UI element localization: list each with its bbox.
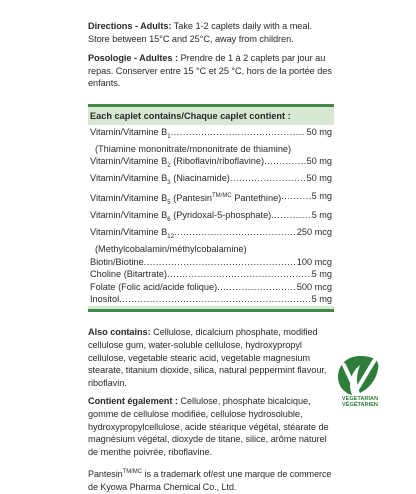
panel-heading: Each caplet contains/Chaque caplet contient : [90,110,291,121]
trademark-sup: TM/MC [122,469,143,476]
ingredient-row [90,268,332,280]
ingredient-name: Biotin/Biotine [90,256,144,267]
posologie-text: Prendre de 1 à 2 caplets par jour au repas. Conserver entre 15 °C et 25 °C, hors de la portée des enfants. [88,53,332,89]
ingredient-amount: 500 mcg [296,281,332,292]
ingredient-amount: 5 mg [311,209,332,220]
leader-dots [264,155,306,172]
ingredient-note: (Thiamine mononitrate/mononitrate de thiamine) [95,143,292,154]
ingredient-row [90,293,332,305]
ingredient-name: Vitamin/Vitamine $B_{12}$ [90,227,174,241]
ingredient-row [90,126,332,143]
contient-text: Cellulose, phosphate bicalcique, gomme de cellulose modifiée, cellulose hydrosoluble, hydroxypropylcellulose, acide stéarique végétal, stéarate de magnésium végétal, dioxyde de titane, silice, arôme naturel de menthe poivrée, riboflavine. [88,396,329,457]
ingredient-list [88,125,334,307]
also-contains-paragraph [88,326,334,389]
ingredient-note: (Methylcobalamin/méthylcobalamine) [95,244,247,255]
ingredient-name: Vitamin/Vitamine $B_6$ (Pyridoxal-5-phosphate) [90,209,272,223]
trademark-note [88,466,334,493]
label-text [88,0,334,494]
ingredient-name: Choline (Bitartrate) [90,269,168,280]
leader-dots [167,268,311,280]
directions-text: Take 1-2 caplets daily with a meal. Store between 15°C and 25°C, away from children. [88,21,312,44]
ingredient-row [90,155,332,172]
leader-dots [174,226,297,243]
ingredient-row [90,226,332,243]
ingredient-amount: 100 mcg [296,256,332,267]
ingredient-row [90,256,332,268]
ingredient-row [90,209,332,226]
leader-dots [217,281,297,293]
ingredient-name: Inositol [90,294,120,305]
ingredient-name: Vitamin/Vitamine $B_5$ (Pantesin$^{TM/MC}$ Pantethine) [90,192,282,206]
leader-dots [281,190,311,209]
ingredient-name: Vitamin/Vitamine $B_1$ [90,126,171,140]
leader-dots [230,172,307,189]
leader-dots [119,293,311,305]
posologie-label: Posologie - Adultes : [88,53,178,64]
ingredient-amount: 50 mg [306,173,332,184]
ingredient-row [90,281,332,293]
trademark-text: is a trademark of/est une marque de commerce de Kyowa Pharma Chemical Co., Ltd. [88,469,332,492]
leader-dots [171,126,307,143]
also-contains-label: Also contains: [88,327,151,338]
ingredient-amount: 250 mcg [296,227,332,238]
vegetarian-badge-text [334,396,386,409]
ingredient-amount: 5 mg [311,190,332,201]
ingredient-row [90,190,332,209]
ingredient-name: Vitamin/Vitamine $B_2$ (Riboflavin/riboflavine) [90,156,265,170]
badge-line-1: VEGETARIAN [341,396,379,402]
directions-paragraph [88,0,334,45]
badge-line-2: VÉGÉTARIEN [342,402,378,409]
trademark-name: Pantesin [88,469,123,480]
ingredient-amount: 50 mg [306,156,332,167]
leader-dots [271,209,311,226]
contient-paragraph [88,395,334,458]
ingredient-row [90,172,332,189]
ingredient-amount: 5 mg [311,269,332,280]
contient-label: Contient également : [88,396,178,407]
ingredient-name: Vitamin/Vitamine $B_3$ (Niacinamide) [90,173,230,187]
posologie-paragraph [88,52,334,90]
also-contains-text: Cellulose, dicalcium phosphate, modified cellulose gum, water-soluble cellulose, hydroxypropyl cellulose, vegetable stearic acid, vegetable magnesium stearate, titanium dioxide, silica, natural peppermint flavour, riboflavin. [88,327,327,388]
ingredient-amount: 5 mg [311,294,332,305]
ingredient-amount: 50 mg [306,126,332,137]
directions-label: Directions - Adults: [88,21,172,31]
ingredients-panel [88,104,334,313]
ingredient-name: Folate (Folic acid/acide folique) [90,281,218,292]
leader-dots [144,256,297,268]
